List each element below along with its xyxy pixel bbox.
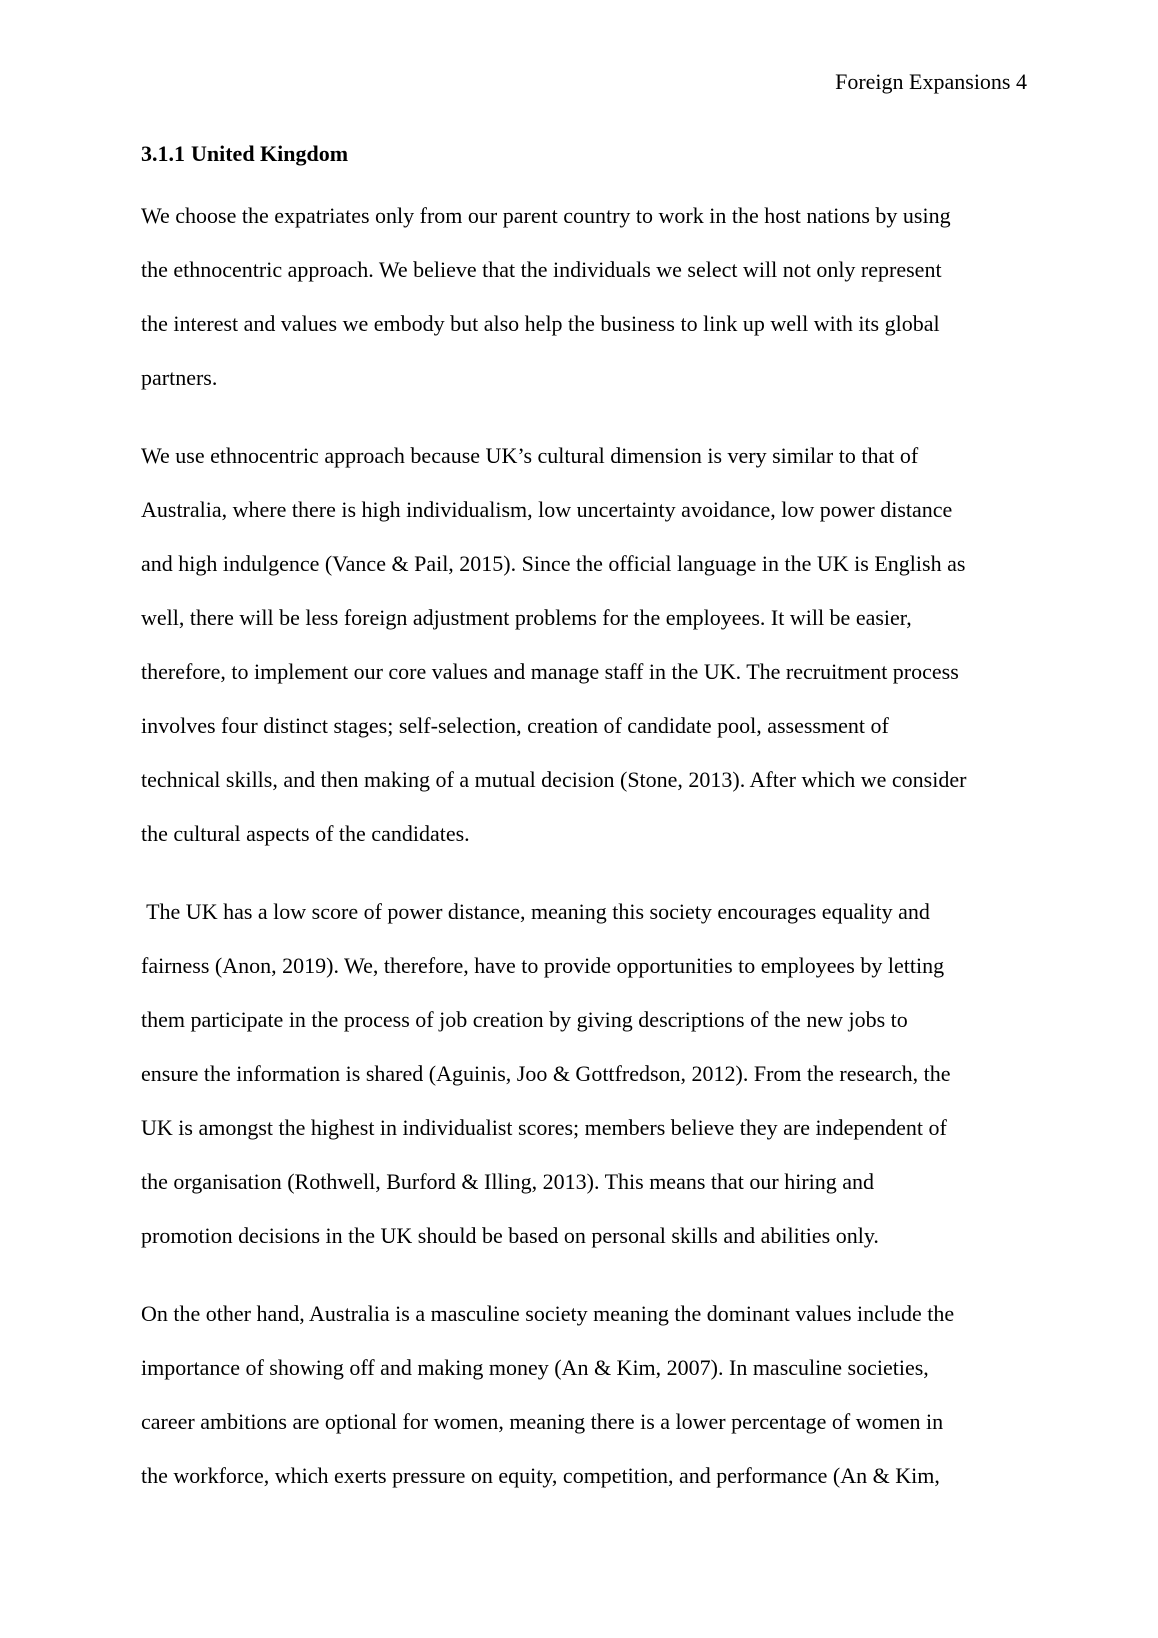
section-number: 3.1.1 xyxy=(141,141,185,166)
text-line: fairness (Anon, 2019). We, therefore, have to provide opportunities to employees by letting xyxy=(141,953,945,978)
text-line: On the other hand, Australia is a masculine society meaning the dominant values include the xyxy=(141,1301,955,1326)
text-line: UK is amongst the highest in individualist scores; members believe they are independent of xyxy=(141,1115,947,1140)
text-line: We choose the expatriates only from our parent country to work in the host nations by using xyxy=(141,203,951,228)
text-line: the ethnocentric approach. We believe that the individuals we select will not only represent xyxy=(141,257,942,282)
text-line: promotion decisions in the UK should be based on personal skills and abilities only. xyxy=(141,1223,879,1248)
text-line: importance of showing off and making money (An & Kim, 2007). In masculine societies, xyxy=(141,1355,929,1380)
paragraph-masculine-society xyxy=(141,1287,1021,1503)
text-line: The UK has a low score of power distance, meaning this society encourages equality and xyxy=(141,899,930,924)
text-line: therefore, to implement our core values and manage staff in the UK. The recruitment process xyxy=(141,659,959,684)
text-line: involves four distinct stages; self-selection, creation of candidate pool, assessment of xyxy=(141,713,889,738)
section-title: United Kingdom xyxy=(191,141,349,166)
section-heading xyxy=(141,137,1021,171)
text-line: the workforce, which exerts pressure on equity, competition, and performance (An & Kim, xyxy=(141,1463,940,1488)
paragraph-power-distance xyxy=(141,885,1021,1263)
paragraph-cultural-dimension xyxy=(141,429,1021,861)
text-line: them participate in the process of job creation by giving descriptions of the new jobs to xyxy=(141,1007,908,1032)
text-line: technical skills, and then making of a mutual decision (Stone, 2013). After which we consider xyxy=(141,767,967,792)
text-line: ensure the information is shared (Aguinis, Joo & Gottfredson, 2012). From the research, the xyxy=(141,1061,951,1086)
text-line: career ambitions are optional for women, meaning there is a lower percentage of women in xyxy=(141,1409,944,1434)
text-line: the interest and values we embody but also help the business to link up well with its global xyxy=(141,311,940,336)
text-line: the organisation (Rothwell, Burford & Illing, 2013). This means that our hiring and xyxy=(141,1169,875,1194)
text-line: well, there will be less foreign adjustment problems for the employees. It will be easier, xyxy=(141,605,912,630)
running-head: Foreign Expansions 4 xyxy=(835,69,1027,94)
page-body xyxy=(141,137,1021,1503)
text-line: partners. xyxy=(141,365,218,390)
text-line: We use ethnocentric approach because UK’s cultural dimension is very similar to that of xyxy=(141,443,919,468)
text-line: the cultural aspects of the candidates. xyxy=(141,821,470,846)
text-line: and high indulgence (Vance & Pail, 2015). Since the official language in the UK is English as xyxy=(141,551,966,576)
paragraph-ethnocentric-selection xyxy=(141,189,1021,405)
text-line: Australia, where there is high individualism, low uncertainty avoidance, low power distance xyxy=(141,497,953,522)
